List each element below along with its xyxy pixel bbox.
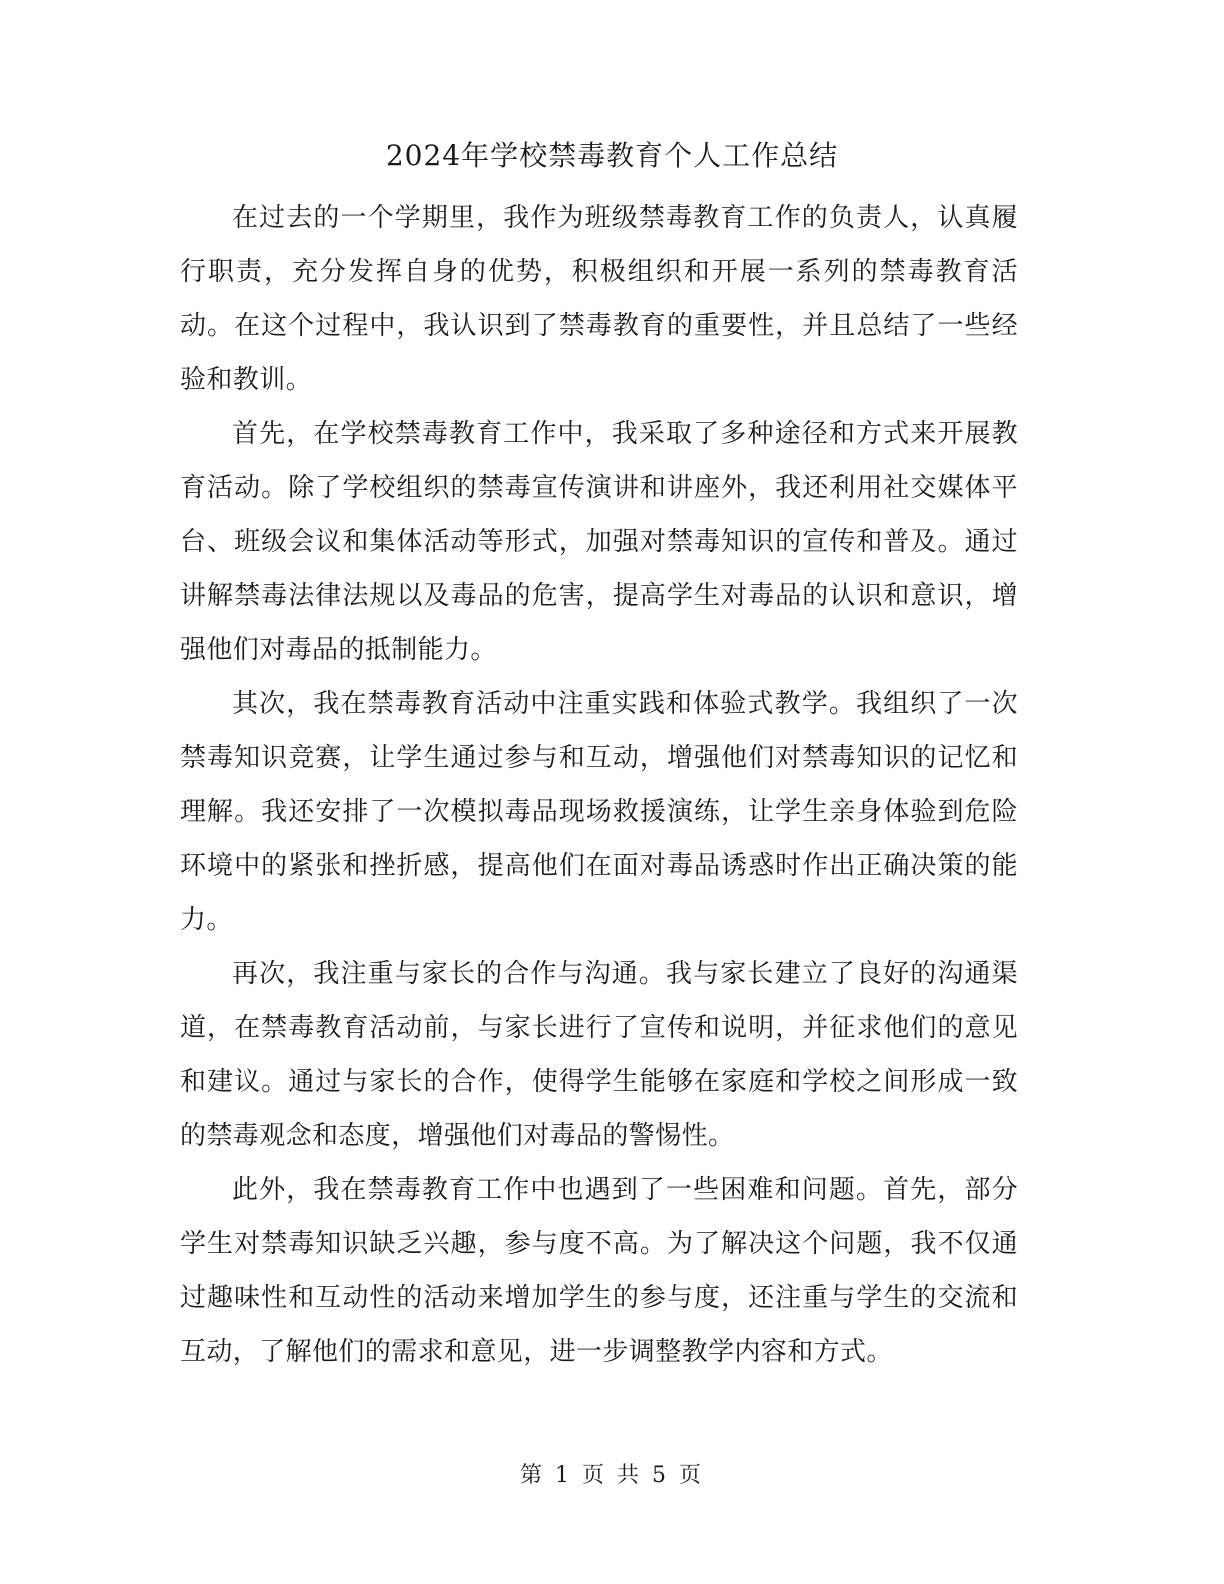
document-body xyxy=(180,191,1018,1379)
paragraph: 在过去的一个学期里，我作为班级禁毒教育工作的负责人，认真履行职责，充分发挥自身的优势，积极组织和开展一系列的禁毒教育活动。在这个过程中，我认识到了禁毒教育的重要性，并且总结了一些经验和教训。 xyxy=(180,203,1018,395)
paragraph: 再次，我注重与家长的合作与沟通。我与家长建立了良好的沟通渠道，在禁毒教育活动前，与家长进行了宣传和说明，并征求他们的意见和建议。通过与家长的合作，使得学生能够在家庭和学校之间形成一致的禁毒观念和态度，增强他们对毒品的警惕性。 xyxy=(180,959,1018,1151)
paragraph: 此外，我在禁毒教育工作中也遇到了一些困难和问题。首先，部分学生对禁毒知识缺乏兴趣，参与度不高。为了解决这个问题，我不仅通过趣味性和互动性的活动来增加学生的参与度，还注重与学生的交流和互动，了解他们的需求和意见，进一步调整教学内容和方式。 xyxy=(180,1175,1018,1367)
document-title: 2024年学校禁毒教育个人工作总结 xyxy=(385,139,839,172)
paragraph: 其次，我在禁毒教育活动中注重实践和体验式教学。我组织了一次禁毒知识竞赛，让学生通过参与和互动，增强他们对禁毒知识的记忆和理解。我还安排了一次模拟毒品现场救援演练，让学生亲身体验到危险环境中的紧张和挫折感，提高他们在面对毒品诱惑时作出正确决策的能力。 xyxy=(180,689,1018,935)
page-number-footer: 第 1 页 共 5 页 xyxy=(520,1463,704,1488)
paragraph: 首先，在学校禁毒教育工作中，我采取了多种途径和方式来开展教育活动。除了学校组织的禁毒宣传演讲和讲座外，我还利用社交媒体平台、班级会议和集体活动等形式，加强对禁毒知识的宣传和普及。通过讲解禁毒法律法规以及毒品的危害，提高学生对毒品的认识和意识，增强他们对毒品的抵制能力。 xyxy=(180,419,1018,665)
